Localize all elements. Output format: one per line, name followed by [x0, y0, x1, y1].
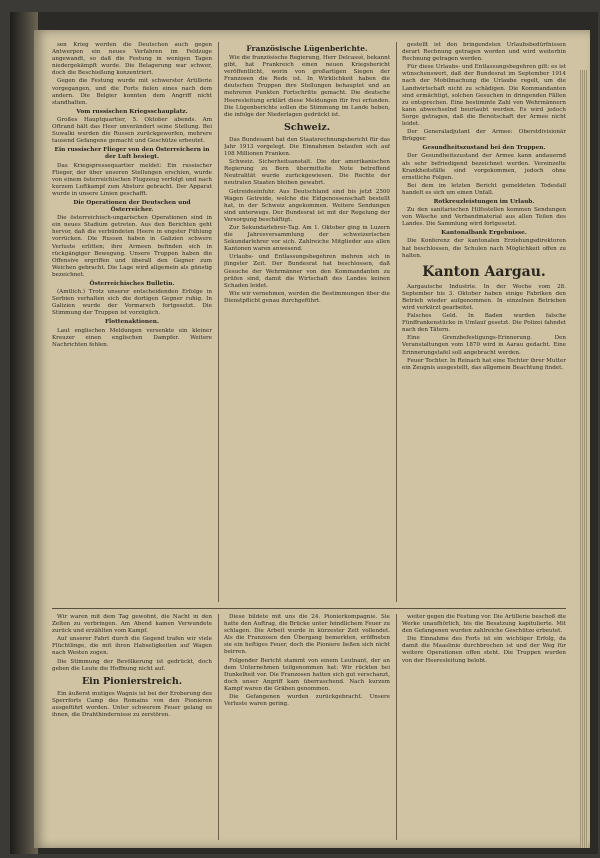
paragraph: Wir waren mit dem Tag gewohnt, die Nacht in den Zelten zu verbringen. Am Abend kamen Verwundete zurück und erzählten vom Kampf.	[52, 614, 212, 635]
column-divider	[218, 614, 219, 840]
paragraph: Aargauische Industrie. In der Woche vom 28. September bis 3. Oktober haben einige Fabriken den Betrieb wieder aufgenommen. In einzelnen Betrieben wird verkürzt gearbeitet.	[402, 283, 566, 311]
section-heading: Die Operationen der Deutschen und Österreicher.	[73, 199, 191, 214]
paragraph: gestellt ist den bringendsten Urlaubsbedürfnissen derart Rechnung getragen worden und wird weiterhin Rechnung getragen werden.	[402, 42, 566, 63]
paragraph: Das Kriegspressequartier meldet: Ein russischer Flieger, der über unseren Stellungen erschien, wurde von einem österreichischen Flugzeug verfolgt und nach kurzem Luftkampf zum Absturz gebracht. Der Apparat wurde in unsere Linien geschafft.	[52, 162, 212, 197]
paragraph: Großes Hauptquartier, 5. Oktober abends. Am Oftrand hält das Heer unverändert seine Stellung. Bei Suwalki wurden die Russen zurückgeworfen, mehrere tausend Gefangene gemacht und Geschütze erbeutet.	[52, 116, 212, 145]
paragraph: Der Generaladjutant der Armee: Oberstdivisionär Brügger.	[402, 129, 566, 143]
section-heading-kanton-aargau: Kanton Aargau.	[422, 263, 546, 280]
column-2-top	[224, 42, 390, 602]
paragraph: sen Krieg werden die Deutschen auch gegen Antwerpen ein neues Verfahren im Feldzuge angewandt, so daß die Festung in wenigen Tagen niedergekämpft wurde. Die Belagerung war schwer, doch die Beschießung konzentriert.	[52, 42, 212, 77]
paragraph: Für diese Urlaubs- und Entlassungsbegehren gilt: es ist wünschenswert, daß der Bundesrat im September 1914 nach der Mobilmachung die Urlaube regelt, um die Landwirtschaft nicht zu schädigen. Die Kommandanten sind ermächtigt, solchen Gesuchen in dringenden Fällen zu entsprechen. Eine bestimmte Zahl von Wehrmännern kann abwechselnd beurlaubt werden. Es wird jedoch Sorge getragen, daß die Bereitschaft der Armee nicht leidet.	[402, 64, 566, 128]
paragraph: Eine Grenzbefestigungs-Erinnerung. Den Veranstaltungen vom 1870 wird in Aarau gedacht. Eine Erinnerungstafel soll angebracht werden.	[402, 335, 566, 356]
column-3-top	[402, 42, 566, 602]
column-1-top	[52, 42, 212, 602]
paragraph: Urlaubs- und Entlassungsbegehren mehren sich in jüngster Zeit. Der Bundesrat hat beschlossen, daß Gesuche der Wehrmänner von den Kommandanten zu prüfen sind, damit die Wirtschaft des Landes keinen Schaden leidet.	[224, 254, 390, 289]
page-edges	[580, 70, 588, 848]
section-heading: Kantonalbank Ergebnisse.	[441, 230, 527, 237]
column-2-bottom	[224, 614, 390, 840]
paragraph: Ein äußerst mutiges Wagnis ist bei der Eroberung des Sperrforts Camp des Romains von den Pionieren ausgeführt worden. Unter schwerem Feuer gelang es ihnen, die Drahthindernisse zu zerstören.	[52, 690, 212, 719]
paragraph: Die Gefangenen wurden zurückgebracht. Unsere Verluste waren gering.	[224, 694, 390, 708]
section-heading: Gesundheitszustand bei den Truppen.	[422, 145, 546, 152]
column-1-bottom	[52, 614, 212, 840]
section-heading: Französische Lügenberichte.	[246, 44, 368, 53]
paragraph: (Amtlich.) Trotz unserer entscheidenden Erfolge in Serbien verhalten sich die dortigen Gegner ruhig. In Galizien wurde der Vormarsch fortgesetzt. Die Stimmung der Truppen ist vorzüglich.	[52, 289, 212, 317]
paragraph: Schweiz. Sicherheitsanstalt. Die der amerikanischen Regierung zu Bern übermittelte Note betreffend Neutralität wurde zurückgewiesen. Die Rechte der neutralen Staaten bleiben gewahrt.	[224, 159, 390, 187]
paragraph: Getreideeinfuhr. Aus Deutschland sind bis jetzt 2500 Wagen Getreide, welche die Eidgenossenschaft bestellt hat, in der Schweiz angekommen. Weitere Sendungen sind unterwegs. Der Bundesrat ist mit der Regelung der Versorgung beschäftigt.	[224, 188, 390, 223]
paragraph: Der Gesundheitszustand der Armee kann andauernd als sehr befriedigend bezeichnet werden. Vereinzelte Krankheitsfälle sind vorgekommen, jedoch ohne ernstliche Folgen.	[402, 153, 566, 181]
horizontal-separator	[52, 608, 566, 609]
column-divider	[396, 42, 397, 602]
section-heading: Ein russischer Flieger von den Österreichern in der Luft besiegt.	[54, 147, 210, 161]
column-3-bottom	[402, 614, 566, 840]
newspaper-page	[34, 30, 590, 848]
section-heading: Vom russischen Kriegsschauplatz.	[76, 108, 188, 115]
paragraph: Die Stimmung der Bevölkerung ist gedrückt, doch geben die Leute die Hoffnung nicht auf.	[52, 658, 212, 672]
section-heading: Ein Pionierstreich.	[81, 675, 183, 687]
paragraph: Die Einnahme des Forts ist ein wichtiger Erfolg, da damit die Maaslinie durchbrochen ist und der Weg für weitere Operationen offen steht. Die Truppen wurden von der Heeresleitung belobt.	[402, 636, 566, 664]
paragraph: Zur Sekundarlehrer-Tag. Am 1. Oktober ging in Luzern die Jahresversammlung der schweizerischen Sekundarlehrer vor sich. Zahlreiche Mitglieder aus allen Kantonen waren anwesend.	[224, 224, 390, 253]
section-heading: Schweiz.	[283, 121, 331, 133]
paragraph: Auf unserer Fahrt durch die Gegend trafen wir viele Flüchtlinge, die mit ihren Habseligkeiten auf Wagen nach Westen zogen.	[52, 636, 212, 657]
section-heading: Österreichisches Bulletin.	[89, 281, 175, 287]
paragraph: Die Konferenz der kantonalen Erziehungsdirektoren hat beschlossen, die Schulen nach Möglichkeit offen zu halten.	[402, 238, 566, 259]
paragraph: Laut englischen Meldungen versenkte ein kleiner Kreuzer einen englischen Dampfer. Weitere Nachrichten fehlen.	[52, 327, 212, 348]
section-heading: Flottenaktionen.	[104, 319, 160, 326]
column-divider	[396, 614, 397, 840]
column-divider	[218, 42, 219, 602]
paragraph: Folgender Bericht stammt von einem Leutnant, der an dem Unternehmen teilgenommen hat: Wir rückten bei Dunkelheit vor. Die Franzosen hatten sich gut verschanzt, doch unser Angriff kam überraschend. Nach kurzem Kampf waren die Gräben genommen.	[224, 657, 390, 692]
paragraph: Diese bildete mit uns die 24. Pionierkompagnie. Sie hatte den Auftrag, die Brücke unter feindlichem Feuer zu schlagen. Die Arbeit wurde in kürzester Zeit vollendet. Als die Franzosen den Übergang bemerkten, eröffneten sie ein heftiges Feuer, doch die Pioniere ließen sich nicht beirren.	[224, 614, 390, 656]
paragraph: Die österreichisch-ungarischen Operationen sind in ein neues Stadium getreten. Aus den Berichten geht hervor, daß die verbündeten Heere in engster Fühlung vorrücken. Die Russen haben in Galizien schwere Verluste erlitten; ihre Armeen befinden sich in rückgängiger Bewegung. Unsere Truppen haben die Offensive ergriffen und überall den Gegner zum Weichen gebracht. Die Lage wird allgemein als günstig bezeichnet.	[52, 215, 212, 278]
paragraph: Feuer Tochter. In Reinach hat eine Tochter ihrer Mutter ein Zeugnis ausgestellt, das allgemein Beachtung findet.	[402, 357, 566, 371]
paragraph: Bei dem im letzten Bericht gemeldeten Todesfall handelt es sich um einen Unfall.	[402, 182, 566, 196]
paragraph: Das Bundesamt hat den Staatsrechnungsbericht für das Jahr 1913 vorgelegt. Die Einnahmen belaufen sich auf 108 Millionen Franken.	[224, 136, 390, 158]
paragraph: Zu den sanitarischen Hilfsstellen kommen Sendungen von Wäsche und Verbandmaterial aus allen Teilen des Landes. Die Sammlung wird fortgesetzt.	[402, 207, 566, 228]
paragraph: weiter gegen die Festung vor. Die Artillerie beschoß die Werke unaufhörlich, bis die Besatzung kapitulierte. Mit den Gefangenen wurden zahlreiche Geschütze erbeutet.	[402, 614, 566, 635]
paragraph: Wie die französische Regierung, Herr Delcassé, bekannt gibt, hat Frankreich einen neuen Kriegsbericht veröffentlicht, worin von großartigen Siegen der Franzosen die Rede ist. In Wirklichkeit haben die deutschen Truppen ihre Stellungen behauptet und an mehreren Punkten Fortschritte gemacht. Die deutsche Heeresleitung erklärt diese Meldungen für frei erfunden. Die Lügenberichte sollen die Stimmung im Lande heben, die infolge der Niederlagen gedrückt ist.	[224, 55, 390, 118]
paragraph: Gegen die Festung wurde mit schwerster Artillerie vorgegangen, und die Forts fielen eines nach dem andern. Die Belgier konnten dem Angriff nicht standhalten.	[52, 78, 212, 106]
section-heading: Rotkreuzleistungen im Urlaub.	[433, 198, 535, 205]
paragraph: Wie wir vernehmen, werden die Bestimmungen über die Dienstpflicht genau durchgeführt.	[224, 290, 390, 304]
paragraph: Falsches Geld. In Baden wurden falsche Fünffrankenstücke in Umlauf gesetzt. Die Polizei fahndet nach den Tätern.	[402, 313, 566, 334]
